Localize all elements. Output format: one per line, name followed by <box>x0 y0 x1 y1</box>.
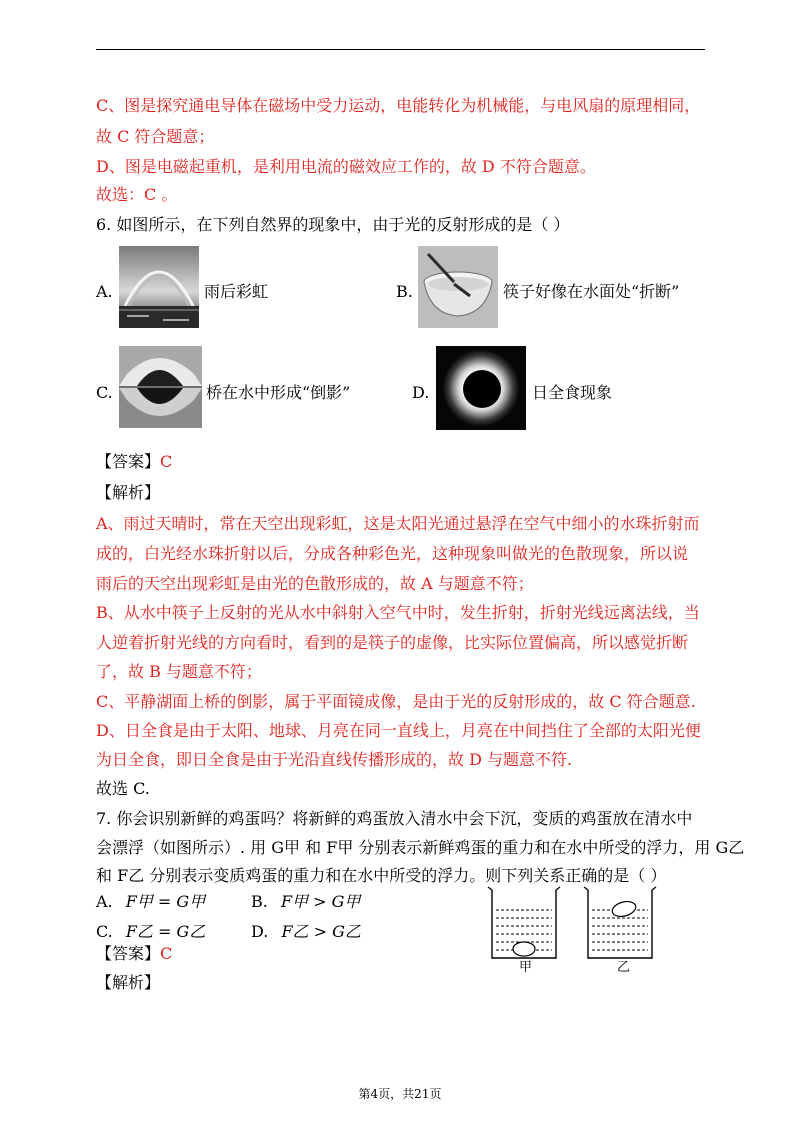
q7-option-d <box>251 922 361 942</box>
option-formula: F甲 > G甲 <box>280 892 361 911</box>
q6-option-c-text: 桥在水中形成“倒影” <box>206 383 351 402</box>
q6-analysis-line: 人逆着折射光线的方向看时，看到的是筷子的虚像，比实际位置偏高，所以感觉折断 <box>96 633 689 652</box>
q6-analysis-line: A、雨过天晴时，常在天空出现彩虹，这是太阳光通过悬浮在空气中细小的水珠折射而 <box>96 514 700 533</box>
q7-option-b <box>251 892 360 912</box>
page-footer: 第4页，共21页 <box>358 1087 442 1101</box>
q6-option-b-letter: B. <box>396 282 413 301</box>
solar-eclipse-image <box>436 346 526 430</box>
egg-beakers-diagram <box>484 884 664 976</box>
option-letter: B. <box>251 892 268 911</box>
beaker-label-yi: 乙 <box>617 960 631 975</box>
rainbow-image <box>119 246 199 328</box>
answer-tag: 【答案】 <box>96 944 161 963</box>
q6-analysis-line: 成的，白光经水珠折射以后，分成各种彩色光，这种现象叫做光的色散现象，所以说 <box>96 544 689 563</box>
q6-analysis-line: 雨后的天空出现彩虹是由光的色散形成的，故 A 与题意不符； <box>96 574 534 593</box>
option-formula: F乙 > G乙 <box>281 922 361 941</box>
prev-analysis-c-line2: 故 C 符合题意； <box>96 127 215 146</box>
q7-stem-line: 7. 你会识别新鲜的鸡蛋吗？将新鲜的鸡蛋放入清水中会下沉，变质的鸡蛋放在清水中 <box>96 809 693 828</box>
prev-selection-line: 故选：C 。 <box>96 185 178 204</box>
q7-option-a <box>96 892 205 912</box>
bridge-reflection-image <box>119 346 202 428</box>
q7-answer-row <box>96 944 172 964</box>
q6-analysis-line: C、平静湖面上桥的倒影，属于平面镜成像，是由于光的反射形成的，故 C 符合题意. <box>96 692 696 711</box>
q7-answer-value: C <box>160 944 173 963</box>
q6-analysis-tag: 【解析】 <box>96 483 161 502</box>
q7-option-c <box>96 922 205 942</box>
answer-tag: 【答案】 <box>96 452 161 471</box>
q6-option-a-text: 雨后彩虹 <box>204 282 269 301</box>
q6-option-a-letter: A. <box>96 282 113 301</box>
chopstick-bowl-image <box>418 246 498 328</box>
option-formula: F甲 = G甲 <box>125 892 206 911</box>
q6-option-c-letter: C. <box>96 383 113 402</box>
beaker-label-jia: 甲 <box>519 960 533 975</box>
q6-analysis-line: 了，故 B 与题意不符； <box>96 662 262 681</box>
q7-stem-line: 和 F乙 分别表示变质鸡蛋的重力和在水中所受的浮力。则下列关系正确的是（ ） <box>96 866 667 885</box>
option-letter: D. <box>251 922 269 941</box>
prev-analysis-c-line1: C、图是探究通电导体在磁场中受力运动，电能转化为机械能，与电风扇的原理相同， <box>96 96 701 115</box>
q6-selection-line: 故选 C. <box>96 779 150 798</box>
q7-analysis-tag: 【解析】 <box>96 973 161 992</box>
prev-analysis-d-line: D、图是电磁起重机，是利用电流的磁效应工作的，故 D 不符合题意。 <box>96 157 596 176</box>
option-letter: A. <box>96 892 113 911</box>
header-rule <box>96 49 705 50</box>
q6-option-b-text: 筷子好像在水面处“折断” <box>503 282 680 301</box>
q6-analysis-line: D、日全食是由于太阳、地球、月亮在同一直线上，月亮在中间挡住了全部的太阳光便 <box>96 721 701 740</box>
q6-analysis-line: B、从水中筷子上反射的光从水中斜射入空气中时，发生折射，折射光线远离法线，当 <box>96 603 700 622</box>
q7-stem-line: 会漂浮（如图所示）. 用 G甲 和 F甲 分别表示新鲜鸡蛋的重力和在水中所受的浮力，用 G乙 <box>96 838 745 857</box>
option-formula: F乙 = G乙 <box>125 922 206 941</box>
q6-option-d-text: 日全食现象 <box>532 383 613 402</box>
q6-analysis-line: 为日全食，即日全食是由于光沿直线传播形成的，故 D 与题意不符. <box>96 750 573 769</box>
q6-stem: 6. 如图所示，在下列自然界的现象中，由于光的反射形成的是（ ） <box>96 215 570 234</box>
option-letter: C. <box>96 922 113 941</box>
q6-answer-value: C <box>160 452 173 471</box>
q6-option-d-letter: D. <box>412 383 430 402</box>
q6-answer-row <box>96 452 172 472</box>
beaker-yi <box>584 887 656 958</box>
